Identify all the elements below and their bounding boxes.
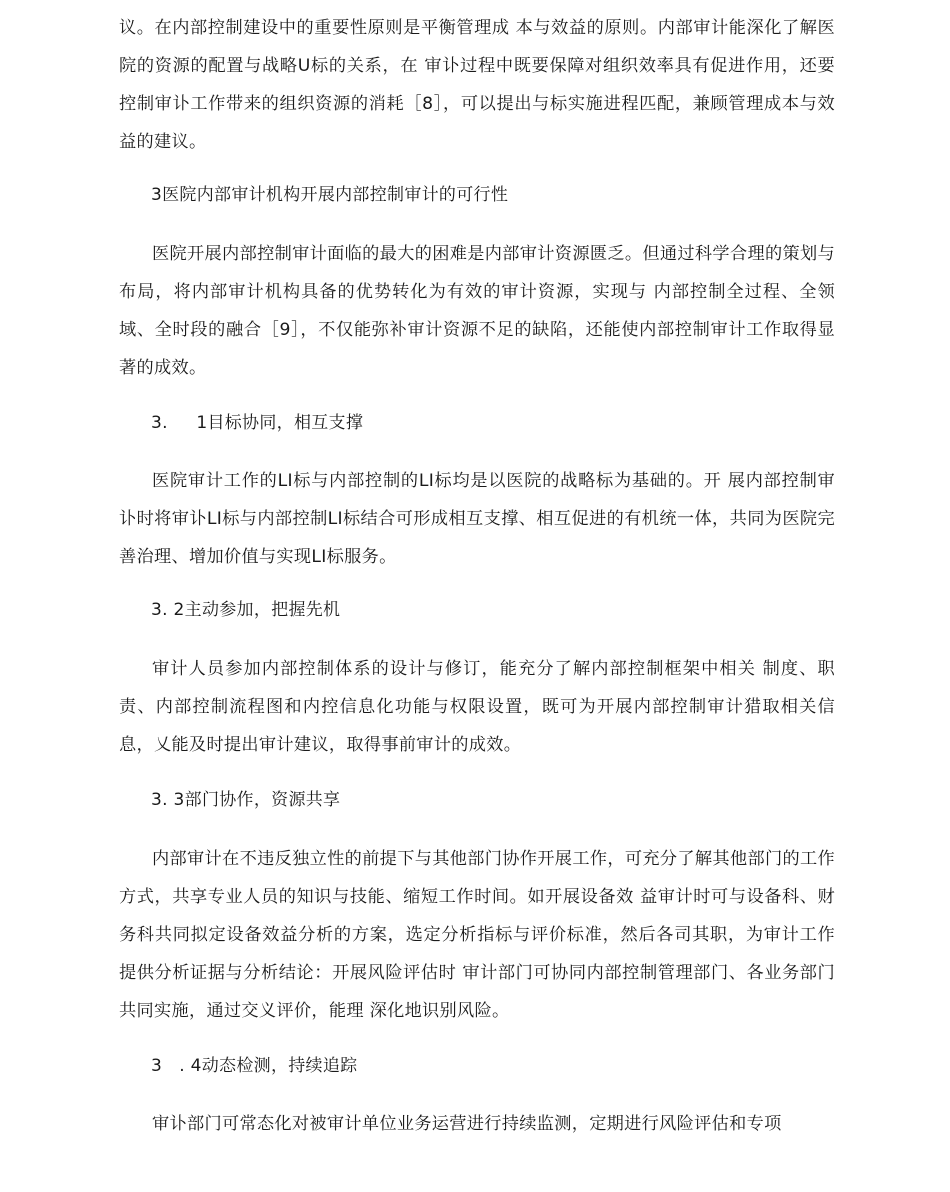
subsection-heading-3-4: 3 . 4动态检测，持续追踪 xyxy=(151,1056,358,1076)
paragraph-importance-principle: 议。在内部控制建设中的重要性原则是平衡管理成 本与效益的原则。内部审计能深化了解医院的资源的配置与战略U标的关系，在 审讣过程中既要保障对组织效率具有促进作用，还要控制审讣工作带来的组织资源的消耗［8］，可以提出与标实施进程匹配，兼顾管理成本与效益的建议。 xyxy=(119,18,835,152)
subsection-heading-3-2: 3. 2主动参加，把握先机 xyxy=(151,600,341,620)
paragraph-goal-coordination: 医院审计工作的LI标与内部控制的LI标均是以医院的战略标为基础的。开 展内部控制审讣时将审讣LI标与内部控制LI标结合可形成相互支撑、相互促进的有机统一体，共同为医院完善治理、增加价值与实现LI标服务。 xyxy=(119,471,835,567)
paragraph-department-cooperation: 内部审计在不违反独立性的前提下与其他部门协作开展工作，可充分了解其他部门的工作方式，共享专业人员的知识与技能、缩短工作时间。如开展设备效 益审计时可与设备科、财务科共同拟定设备效益分析的方案，选定分析指标与评价标准，然后各司其职，为审计工作提供分析证据与分析结论：开展风险评估时 审计部门可协同内部控制管理部门、各业务部门共同实施，通过交义评价，能理 深化地识别风险。 xyxy=(119,849,835,1021)
section-heading-3: 3医院内部审计机构开展内部控制审计的可行性 xyxy=(151,185,509,205)
paragraph-dynamic-monitoring: 审讣部门可常态化对被审计单位业务运营进行持续监测，定期进行风险评估和专项 xyxy=(152,1114,782,1134)
paragraph-active-participation: 审计人员参加内部控制体系的设计与修订，能充分了解内部控制框架中相关 制度、职责、内部控制流程图和内控信息化功能与权限设置，既可为开展内部控制审计猎取相关信息，乂能及时提出审计建议，取得事前审计的成效。 xyxy=(119,659,835,755)
paragraph-feasibility-intro: 医院开展内部控制审计面临的最大的困难是内部审计资源匮乏。但通过科学合理的策划与布局，将内部审计机构具备的优势转化为有效的审计资源，实现与 内部控制全过程、全领域、全时段的融合［9］，不仅能弥补审计资源不足的缺陷，还能使内部控制审计工作取得显著的成效。 xyxy=(119,244,835,378)
subsection-heading-3-1: 3. 1目标协同，相互支撑 xyxy=(151,413,364,433)
subsection-heading-3-3: 3. 3部门协作，资源共享 xyxy=(151,790,341,810)
